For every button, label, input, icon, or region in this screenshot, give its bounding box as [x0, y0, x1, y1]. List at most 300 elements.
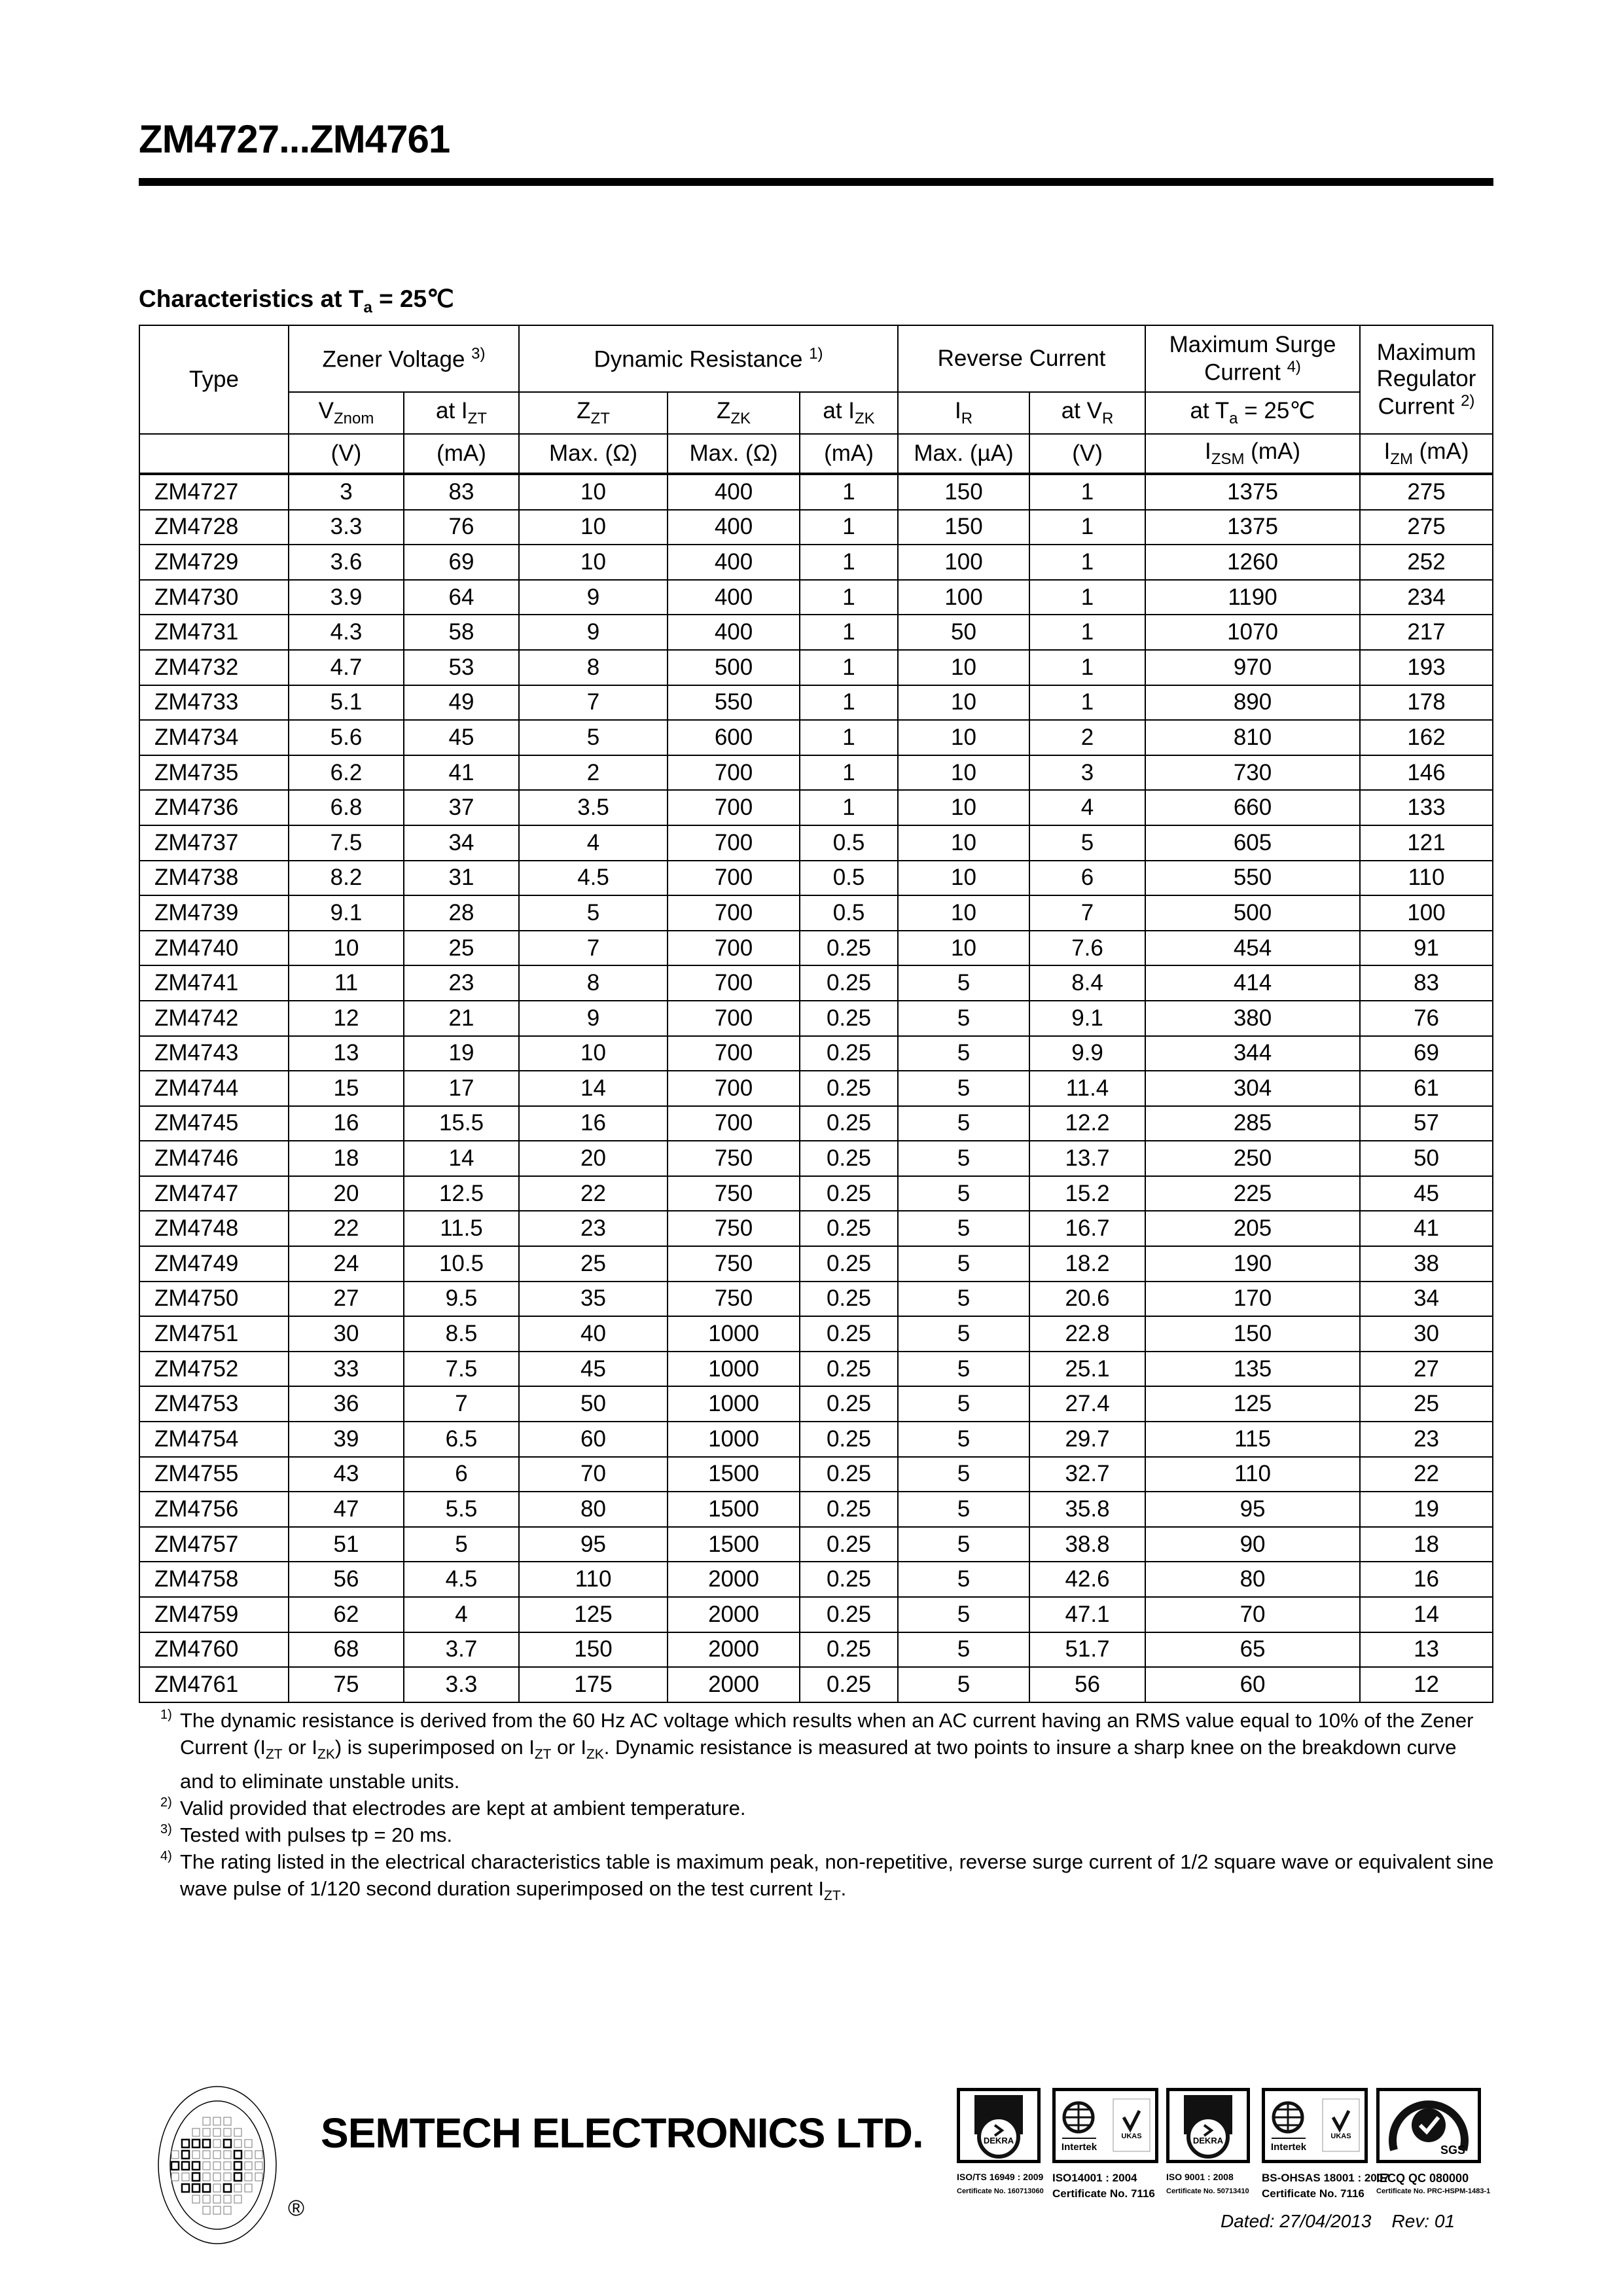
cell-type: ZM4745 [139, 1106, 289, 1141]
logo-square [192, 2151, 200, 2159]
header-max-surge-current: Maximum Surge Current $^{4)}$ [1145, 325, 1360, 392]
logo-square [234, 2151, 241, 2159]
cell-value: 1000 [668, 1422, 800, 1457]
cell-value: 64 [404, 580, 519, 615]
logo-square [203, 2195, 210, 2203]
logo-square [213, 2128, 221, 2136]
cell-value: 16 [519, 1106, 668, 1141]
cell-value: 3.3 [289, 510, 404, 545]
cell-value: 2000 [668, 1562, 800, 1597]
cell-value: 25 [404, 931, 519, 966]
cell-value: 15.5 [404, 1106, 519, 1141]
table-row [139, 825, 1493, 861]
svg-text:DEKRA: DEKRA [983, 2136, 1014, 2145]
cell-value: 7.5 [404, 1352, 519, 1387]
logo-square [234, 2184, 241, 2192]
cell-type: ZM4737 [139, 825, 289, 861]
unit-zzt: Max. (Ω) [519, 434, 668, 474]
unit-izt: (mA) [404, 434, 519, 474]
cell-value: 0.25 [800, 1632, 898, 1668]
logo-square [224, 2206, 231, 2214]
logo-square [234, 2173, 241, 2181]
cell-value: 0.5 [800, 861, 898, 896]
certification-badge [1376, 2088, 1481, 2163]
cell-value: 304 [1145, 1071, 1360, 1106]
revision: Rev: 01 [1391, 2211, 1455, 2231]
cell-value: 133 [1360, 790, 1493, 825]
certification-badge [1262, 2088, 1368, 2163]
table-row [139, 615, 1493, 650]
certification-standard: BS-OHSAS 18001 : 2007 [1262, 2172, 1389, 2184]
logo-square [192, 2162, 200, 2170]
cell-value: 190 [1145, 1246, 1360, 1282]
cell-value: 23 [1360, 1422, 1493, 1457]
cell-value: 0.25 [800, 1386, 898, 1422]
footnote [160, 1848, 1495, 1909]
cell-value: 0.25 [800, 1316, 898, 1352]
cell-value: 23 [404, 965, 519, 1001]
cell-value: 39 [289, 1422, 404, 1457]
logo-square [192, 2128, 200, 2136]
cell-value: 32.7 [1029, 1457, 1145, 1492]
cell-type: ZM4742 [139, 1001, 289, 1036]
table-row [139, 474, 1493, 510]
cell-value: 56 [289, 1562, 404, 1597]
logo-square [213, 2151, 221, 2159]
table-row [139, 1106, 1493, 1141]
table-row [139, 1632, 1493, 1668]
cell-type: ZM4749 [139, 1246, 289, 1282]
cell-value: 5 [898, 1246, 1029, 1282]
logo-square [203, 2140, 210, 2147]
cell-value: 1 [800, 615, 898, 650]
cell-type: ZM4743 [139, 1036, 289, 1071]
cell-value: 22.8 [1029, 1316, 1145, 1352]
logo-square [171, 2173, 179, 2181]
logo-square [224, 2140, 231, 2147]
cell-value: 4.3 [289, 615, 404, 650]
cell-value: 5 [898, 965, 1029, 1001]
cell-value: 49 [404, 685, 519, 721]
cell-value: 69 [404, 545, 519, 580]
cell-value: 700 [668, 755, 800, 791]
cell-value: 700 [668, 931, 800, 966]
cell-value: 5 [519, 720, 668, 755]
cell-value: 22 [289, 1211, 404, 1246]
cell-value: 1 [1029, 510, 1145, 545]
cell-value: 20 [289, 1176, 404, 1211]
cell-value: 21 [404, 1001, 519, 1036]
cell-value: 7.5 [289, 825, 404, 861]
table-row [139, 1282, 1493, 1317]
cell-value: 100 [898, 545, 1029, 580]
cell-value: 5 [898, 1667, 1029, 1702]
cell-value: 43 [289, 1457, 404, 1492]
cell-value: 1 [800, 755, 898, 791]
cell-value: 1 [1029, 580, 1145, 615]
cell-value: 9.1 [289, 895, 404, 931]
company-name: SEMTECH ELECTRONICS LTD. [321, 2109, 923, 2157]
logo-square [224, 2195, 231, 2203]
table-row [139, 1352, 1493, 1387]
table-row [139, 685, 1493, 721]
footnote [160, 1795, 1495, 1821]
cell-value: 50 [1360, 1141, 1493, 1176]
cell-type: ZM4732 [139, 650, 289, 685]
cell-value: 3 [289, 474, 404, 510]
table-row [139, 510, 1493, 545]
table-row [139, 895, 1493, 931]
cell-value: 175 [519, 1667, 668, 1702]
table-row [139, 1176, 1493, 1211]
subheader-izt: at $I_{ZT}$ [404, 392, 519, 434]
cell-value: 70 [519, 1457, 668, 1492]
cell-value: 4 [519, 825, 668, 861]
cell-type: ZM4736 [139, 790, 289, 825]
cell-value: 5 [898, 1352, 1029, 1387]
certification-standard: ISO14001 : 2004 [1052, 2172, 1137, 2184]
cell-value: 5 [898, 1316, 1029, 1352]
cell-value: 9.5 [404, 1282, 519, 1317]
logo-square [182, 2151, 189, 2159]
cell-value: 13 [1360, 1632, 1493, 1668]
table-row [139, 965, 1493, 1001]
cell-value: 2 [519, 755, 668, 791]
footnote-text: Tested with pulses tp = 20 ms. [180, 1823, 453, 1847]
cell-value: 0.25 [800, 1211, 898, 1246]
cell-value: 8.4 [1029, 965, 1145, 1001]
cell-value: 3.7 [404, 1632, 519, 1668]
cell-value: 162 [1360, 720, 1493, 755]
cell-value: 60 [519, 1422, 668, 1457]
cell-value: 125 [1145, 1386, 1360, 1422]
cell-value: 3.9 [289, 580, 404, 615]
logo-square [224, 2117, 231, 2125]
unit-vr: (V) [1029, 434, 1145, 474]
cell-value: 970 [1145, 650, 1360, 685]
cell-value: 252 [1360, 545, 1493, 580]
cell-value: 16.7 [1029, 1211, 1145, 1246]
cell-value: 28 [404, 895, 519, 931]
cell-value: 57 [1360, 1106, 1493, 1141]
cell-value: 5 [898, 1457, 1029, 1492]
footnotes [160, 1707, 1495, 1909]
cell-value: 24 [289, 1246, 404, 1282]
logo-square [245, 2151, 252, 2159]
logo-square [203, 2173, 210, 2181]
cell-value: 0.25 [800, 1282, 898, 1317]
cell-type: ZM4734 [139, 720, 289, 755]
cell-value: 65 [1145, 1632, 1360, 1668]
logo-square [182, 2140, 189, 2147]
cell-value: 700 [668, 790, 800, 825]
cell-value: 8 [519, 650, 668, 685]
cell-value: 500 [1145, 895, 1360, 931]
svg-text:Intertek: Intertek [1270, 2142, 1307, 2153]
cell-value: 225 [1145, 1176, 1360, 1211]
logo-square [255, 2173, 262, 2181]
certification-standard: ISO/TS 16949 : 2009 [957, 2172, 1044, 2182]
cell-value: 110 [1360, 861, 1493, 896]
unit-zzk: Max. (Ω) [668, 434, 800, 474]
cell-value: 0.25 [800, 1422, 898, 1457]
cell-value: 0.25 [800, 1492, 898, 1527]
cell-value: 10 [289, 931, 404, 966]
logo-square [224, 2128, 231, 2136]
cell-value: 10 [898, 685, 1029, 721]
cell-type: ZM4735 [139, 755, 289, 791]
cell-value: 150 [1145, 1316, 1360, 1352]
cell-value: 125 [519, 1597, 668, 1632]
cell-value: 1 [800, 650, 898, 685]
certification-number: Certificate No. 7116 [1262, 2187, 1364, 2200]
cell-value: 51.7 [1029, 1632, 1145, 1668]
cell-value: 25 [1360, 1386, 1493, 1422]
logo-square [171, 2162, 179, 2170]
certification-number: Certificate No. 7116 [1052, 2187, 1155, 2200]
cell-value: 76 [1360, 1001, 1493, 1036]
cell-value: 0.25 [800, 1527, 898, 1562]
cell-value: 38 [1360, 1246, 1493, 1282]
logo-square [245, 2173, 252, 2181]
cell-value: 19 [404, 1036, 519, 1071]
cell-value: 146 [1360, 755, 1493, 791]
cell-value: 4.7 [289, 650, 404, 685]
cell-value: 70 [1145, 1597, 1360, 1632]
cell-type: ZM4733 [139, 685, 289, 721]
cell-value: 7 [404, 1386, 519, 1422]
cell-value: 5 [898, 1597, 1029, 1632]
cell-value: 10 [519, 545, 668, 580]
table-row [139, 650, 1493, 685]
table-row [139, 1562, 1493, 1597]
cell-value: 9.9 [1029, 1036, 1145, 1071]
cell-value: 7 [519, 685, 668, 721]
cell-value: 700 [668, 965, 800, 1001]
cell-value: 730 [1145, 755, 1360, 791]
cell-value: 7.6 [1029, 931, 1145, 966]
cell-value: 0.25 [800, 1597, 898, 1632]
cell-value: 110 [519, 1562, 668, 1597]
cell-type: ZM4748 [139, 1211, 289, 1246]
cell-value: 13.7 [1029, 1141, 1145, 1176]
cell-value: 10 [898, 895, 1029, 931]
cell-value: 344 [1145, 1036, 1360, 1071]
cell-type: ZM4729 [139, 545, 289, 580]
cell-type: ZM4730 [139, 580, 289, 615]
cell-value: 5 [898, 1422, 1029, 1457]
cell-value: 5 [898, 1071, 1029, 1106]
cell-value: 8 [519, 965, 668, 1001]
cell-value: 217 [1360, 615, 1493, 650]
section-heading [139, 285, 454, 317]
cell-value: 4.5 [519, 861, 668, 896]
cell-value: 3.3 [404, 1667, 519, 1702]
cell-value: 69 [1360, 1036, 1493, 1071]
cell-value: 34 [1360, 1282, 1493, 1317]
cell-value: 42.6 [1029, 1562, 1145, 1597]
cell-value: 80 [1145, 1562, 1360, 1597]
logo-square [255, 2162, 262, 2170]
cell-value: 0.25 [800, 1352, 898, 1387]
cell-type: ZM4760 [139, 1632, 289, 1668]
cell-value: 700 [668, 1071, 800, 1106]
logo-square [224, 2184, 231, 2192]
cell-value: 9 [519, 1001, 668, 1036]
cell-value: 51 [289, 1527, 404, 1562]
cell-value: 400 [668, 545, 800, 580]
table-row [139, 1457, 1493, 1492]
cell-type: ZM4746 [139, 1141, 289, 1176]
cell-value: 68 [289, 1632, 404, 1668]
cell-value: 8.5 [404, 1316, 519, 1352]
cell-value: 250 [1145, 1141, 1360, 1176]
cell-type: ZM4758 [139, 1562, 289, 1597]
cell-value: 205 [1145, 1211, 1360, 1246]
cell-value: 18 [289, 1141, 404, 1176]
subheader-surge-temp: at $T_a$ = 25℃ [1145, 392, 1360, 434]
table-row [139, 1001, 1493, 1036]
cell-value: 1375 [1145, 474, 1360, 510]
cell-value: 47 [289, 1492, 404, 1527]
cell-value: 22 [1360, 1457, 1493, 1492]
subheader-zzk: $Z_{ZK}$ [668, 392, 800, 434]
cell-value: 178 [1360, 685, 1493, 721]
table-row [139, 1316, 1493, 1352]
unit-izk: (mA) [800, 434, 898, 474]
registered-mark: ® [288, 2196, 305, 2221]
table-row [139, 790, 1493, 825]
cell-value: 700 [668, 1001, 800, 1036]
subheader-vz: $V_{Znom}$ [289, 392, 404, 434]
cell-value: 18 [1360, 1527, 1493, 1562]
cell-value: 10 [898, 790, 1029, 825]
logo-square [203, 2128, 210, 2136]
logo-square [213, 2173, 221, 2181]
logo-square [234, 2140, 241, 2147]
footnote-text: Valid provided that electrodes are kept at ambient temperature. [180, 1797, 746, 1820]
certification-badge [1166, 2088, 1250, 2163]
cell-value: 1260 [1145, 545, 1360, 580]
cell-value: 0.25 [800, 1562, 898, 1597]
cell-type: ZM4741 [139, 965, 289, 1001]
subheader-zzt: $Z_{ZT}$ [519, 392, 668, 434]
cell-value: 35.8 [1029, 1492, 1145, 1527]
cell-value: 660 [1145, 790, 1360, 825]
logo-square [234, 2195, 241, 2203]
cell-value: 9.1 [1029, 1001, 1145, 1036]
cell-value: 16 [1360, 1562, 1493, 1597]
cell-value: 30 [289, 1316, 404, 1352]
logo-square [213, 2206, 221, 2214]
cell-value: 110 [1145, 1457, 1360, 1492]
footnote [160, 1707, 1495, 1795]
cell-value: 30 [1360, 1316, 1493, 1352]
cell-value: 2000 [668, 1597, 800, 1632]
table-row [139, 1597, 1493, 1632]
cell-value: 10 [898, 931, 1029, 966]
cell-value: 3.6 [289, 545, 404, 580]
cell-value: 1 [1029, 615, 1145, 650]
cell-value: 700 [668, 1036, 800, 1071]
cell-value: 1070 [1145, 615, 1360, 650]
table-row [139, 720, 1493, 755]
dekra-icon [1169, 2091, 1247, 2160]
cell-value: 1 [1029, 650, 1145, 685]
table-row [139, 1071, 1493, 1106]
certification-number: Certificate No. 50713410 [1166, 2187, 1249, 2195]
table-row [139, 1211, 1493, 1246]
cell-value: 19 [1360, 1492, 1493, 1527]
cell-value: 23 [519, 1211, 668, 1246]
document-title: ZM4727...ZM4761 [139, 117, 450, 161]
cell-value: 4 [404, 1597, 519, 1632]
logo-square [213, 2195, 221, 2203]
cell-type: ZM4756 [139, 1492, 289, 1527]
cell-type: ZM4755 [139, 1457, 289, 1492]
unit-izsm: $I_{ZSM}$ (mA) [1145, 434, 1360, 474]
header-reverse-current: Reverse Current [898, 325, 1145, 392]
cell-value: 605 [1145, 825, 1360, 861]
table-row [139, 861, 1493, 896]
cell-value: 56 [1029, 1667, 1145, 1702]
cell-value: 53 [404, 650, 519, 685]
svg-text:UKAS: UKAS [1330, 2132, 1351, 2140]
cell-value: 83 [404, 474, 519, 510]
table-row [139, 1386, 1493, 1422]
cell-value: 11 [289, 965, 404, 1001]
cell-value: 13 [289, 1036, 404, 1071]
cell-value: 38.8 [1029, 1527, 1145, 1562]
cell-value: 76 [404, 510, 519, 545]
cell-value: 0.25 [800, 1457, 898, 1492]
header-zener-voltage: Zener Voltage $^{3)}$ [289, 325, 519, 392]
certification-standard: IECQ QC 080000 [1376, 2172, 1469, 2185]
cell-value: 285 [1145, 1106, 1360, 1141]
certification-standard: ISO 9001 : 2008 [1166, 2172, 1234, 2182]
logo-square [182, 2162, 189, 2170]
cell-value: 0.25 [800, 1667, 898, 1702]
cell-value: 700 [668, 825, 800, 861]
cell-value: 5 [898, 1106, 1029, 1141]
cell-value: 1 [1029, 474, 1145, 510]
cell-value: 150 [898, 474, 1029, 510]
cell-value: 33 [289, 1352, 404, 1387]
cell-value: 61 [1360, 1071, 1493, 1106]
cell-type: ZM4738 [139, 861, 289, 896]
cell-value: 14 [1360, 1597, 1493, 1632]
header-max-regulator-current: Maximum Regulator Current $^{2)}$ [1360, 325, 1493, 434]
cell-value: 50 [898, 615, 1029, 650]
svg-text:DEKRA: DEKRA [1192, 2136, 1224, 2145]
cell-value: 22 [519, 1176, 668, 1211]
cell-value: 5.1 [289, 685, 404, 721]
unit-izm: $I_{ZM}$ (mA) [1360, 434, 1493, 474]
cell-value: 5 [898, 1001, 1029, 1036]
cell-value: 14 [404, 1141, 519, 1176]
date-revision [1221, 2211, 1455, 2232]
cell-value: 1 [800, 685, 898, 721]
cell-value: 12 [1360, 1667, 1493, 1702]
cell-value: 5 [898, 1176, 1029, 1211]
cell-type: ZM4744 [139, 1071, 289, 1106]
cell-value: 0.5 [800, 895, 898, 931]
logo-square [224, 2162, 231, 2170]
cell-value: 75 [289, 1667, 404, 1702]
cell-value: 95 [1145, 1492, 1360, 1527]
footnote-text: The rating listed in the electrical characteristics table is maximum peak, non-repetitive, reverse surge current of 1/2 square wave or equivalent sine wave pulse of 1/120 second duration superimposed on the test current $I_{ZT}$. [180, 1850, 1494, 1904]
cell-type: ZM4751 [139, 1316, 289, 1352]
